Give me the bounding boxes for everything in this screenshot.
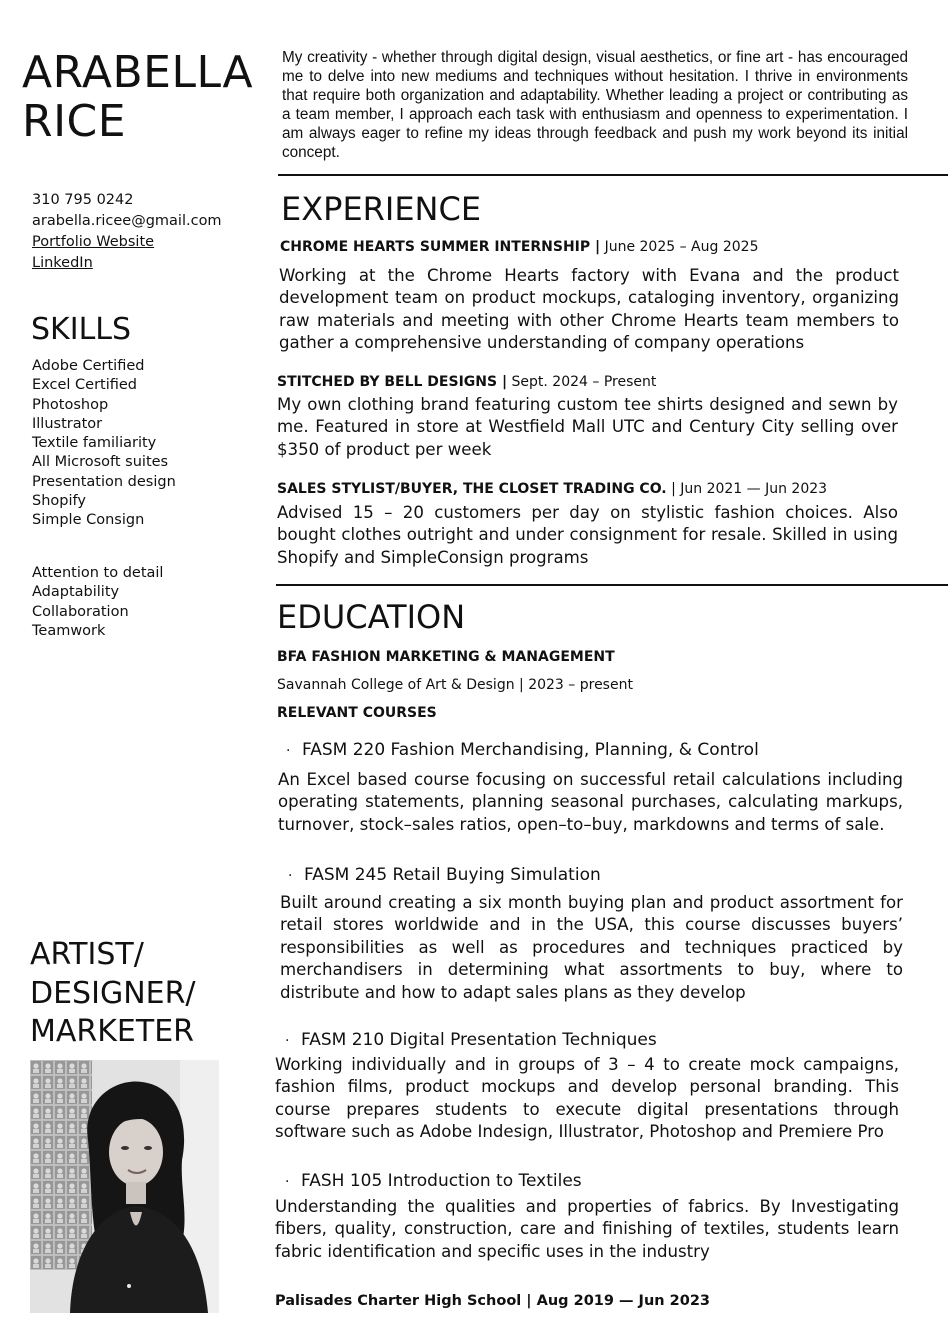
course-name: FASH 105 Introduction to Textiles	[301, 1171, 582, 1191]
course-description-1: An Excel based course focusing on successful retail calculations including operating statements, planning seasonal purchases, calculating markups, turnover, stock–sales ratios, open–to–buy, markdowns and terms of sale.	[278, 770, 903, 834]
job-role: STITCHED BY BELL DESIGNS |	[277, 374, 508, 390]
email-address[interactable]: arabella.ricee@gmail.com	[32, 213, 222, 229]
first-name: ARABELLA	[22, 47, 254, 98]
portfolio-link[interactable]: Portfolio Website	[32, 234, 155, 250]
course-description-3: Working individually and in groups of 3 – 4 to create mock campaigns, fashion films, product mockups and develop personal branding. This course prepares students to execute digital presentations through software such as Adobe Indesign, Illustrator, Photoshop and Premiere Pro	[275, 1055, 899, 1142]
contact-block	[32, 190, 222, 274]
skill-item: All Microsoft suites	[32, 454, 169, 471]
job-description-2: My own clothing brand featuring custom tee shirts designed and sewn by me. Featured in store at Westfield Mall UTC and Century City selling over $350 of product per week	[277, 395, 898, 459]
candidate-name	[22, 48, 253, 147]
skill-item: Presentation design	[32, 473, 176, 490]
education-heading: EDUCATION	[277, 598, 466, 636]
course-description-2: Built around creating a six month buying plan and product assortment for retail stores worldwide and in the USA, this course discusses buyers’ responsibilities as well as procedures and techniques practiced by merchandisers in determining what assortments to buy, where to distribute and how to adapt sales plans as they develop	[280, 893, 903, 1002]
job-title-2	[277, 373, 656, 391]
course-title-3	[285, 1029, 657, 1052]
skill-item: Photoshop	[32, 396, 109, 413]
skill-item: Excel Certified	[32, 377, 137, 394]
portrait-illustration	[30, 1060, 219, 1313]
course-title-1	[286, 739, 759, 762]
bullet-icon: ·	[285, 1174, 290, 1190]
skill-item: Illustrator	[32, 415, 103, 432]
skill-item: Teamwork	[32, 622, 106, 639]
profile-summary: My creativity - whether through digital design, visual aesthetics, or fine art - has encouraged me to delve into new mediums and techniques without hesitation. I thrive in environments that require both organization and adaptability. Whether leading a project or contributing as a team member, I approach each task with enthusiasm and openness to experimentation. I am always eager to refine my ideas through feedback and push my work beyond its initial concept.	[282, 49, 908, 161]
job-title-1	[280, 238, 758, 256]
job-dates: June 2025 – Aug 2025	[600, 239, 759, 255]
relevant-courses-heading: RELEVANT COURSES	[277, 705, 437, 721]
skill-item: Textile familiarity	[32, 435, 157, 452]
skill-item: Shopify	[32, 493, 86, 510]
job-role: SALES STYLIST/BUYER, THE CLOSET TRADING CO.	[277, 481, 667, 497]
skill-item: Collaboration	[32, 603, 129, 620]
job-role: CHROME HEARTS SUMMER INTERNSHIP |	[280, 239, 601, 255]
linkedin-link[interactable]: LinkedIn	[32, 255, 93, 271]
experience-divider	[276, 584, 948, 586]
skill-item: Adobe Certified	[32, 358, 145, 374]
skill-item: Attention to detail	[32, 565, 164, 581]
course-title-2	[288, 864, 601, 887]
skill-item: Simple Consign	[32, 512, 145, 529]
course-name: FASM 220 Fashion Merchandising, Planning, & Control	[302, 740, 759, 760]
bullet-icon: ·	[286, 743, 291, 759]
tagline-line: ARTIST/	[30, 937, 144, 972]
role-tagline	[30, 936, 196, 1052]
high-school: Palisades Charter High School | Aug 2019 — Jun 2023	[275, 1293, 711, 1309]
course-name: FASM 210 Digital Presentation Techniques	[301, 1030, 657, 1050]
job-description-3: Advised 15 – 20 customers per day on stylistic fashion choices. Also bought clothes outright and under consignment for resale. Skilled in using Shopify and SimpleConsign programs	[277, 503, 898, 567]
tagline-line: DESIGNER/	[30, 975, 196, 1011]
experience-heading: EXPERIENCE	[281, 190, 482, 228]
course-name: FASM 245 Retail Buying Simulation	[304, 865, 601, 885]
tagline-line: MARKETER	[30, 1014, 195, 1049]
summary-divider	[278, 174, 948, 176]
job-dates: Sept. 2024 – Present	[507, 374, 657, 390]
soft-skills-list	[32, 564, 163, 641]
bullet-icon: ·	[288, 868, 293, 884]
job-dates: | Jun 2021 — Jun 2023	[666, 481, 828, 497]
skill-item: Adaptability	[32, 584, 120, 601]
course-description-4: Understanding the qualities and properties of fabrics. By Investigating fibers, quality, construction, care and finishing of textiles, students learn fabric identification and specific uses in the industry	[275, 1197, 899, 1261]
job-description-1: Working at the Chrome Hearts factory with Evana and the product development team on product mockups, cataloging inventory, organizing raw materials and meeting with other Chrome Hearts team members to gather a comprehensive understanding of company operations	[279, 266, 899, 353]
course-title-4	[285, 1170, 582, 1193]
technical-skills-list	[32, 357, 176, 531]
bullet-icon: ·	[285, 1033, 290, 1049]
last-name: RICE	[22, 96, 127, 148]
phone-number: 310 795 0242	[32, 192, 134, 208]
skills-heading: SKILLS	[31, 312, 132, 347]
job-title-3	[277, 480, 827, 498]
profile-photo	[30, 1060, 219, 1313]
school-name: Savannah College of Art & Design | 2023 – present	[277, 677, 633, 693]
degree-title: BFA FASHION MARKETING & MANAGEMENT	[277, 649, 615, 665]
